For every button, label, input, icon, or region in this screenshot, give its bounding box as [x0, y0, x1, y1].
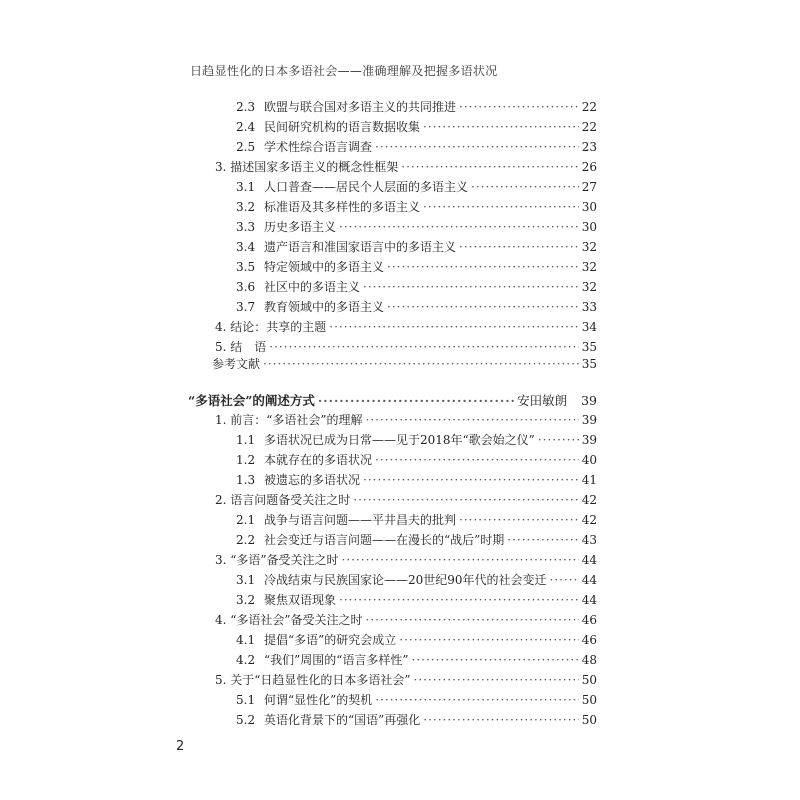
toc-entry-number: 4.1	[236, 633, 256, 647]
dot-leader	[459, 100, 579, 114]
dot-leader	[399, 633, 578, 647]
toc-entry-page: 22	[581, 120, 597, 134]
toc-entry	[236, 138, 597, 155]
toc-entry-number: 2.5	[236, 140, 256, 154]
toc-entry-number: 1.3	[236, 473, 256, 487]
toc-entry	[236, 531, 597, 548]
toc-entry	[236, 631, 597, 648]
dot-leader	[507, 533, 578, 547]
toc-entry	[236, 451, 597, 468]
toc-entry	[236, 298, 597, 315]
toc-entry-title: 社会变迁与语言问题——在漫长的“战后”时期	[264, 533, 505, 547]
dot-leader	[412, 653, 579, 667]
toc-entry-title: 5. 关于“日趋显性化的日本多语社会”	[215, 673, 411, 687]
toc-entry-number: 2.1	[236, 513, 256, 527]
toc-entry-title: 本就存在的多语状况	[264, 453, 373, 467]
toc-entry-page: 44	[581, 593, 597, 607]
dot-leader	[414, 673, 579, 687]
dot-leader	[339, 593, 579, 607]
toc-entry-page: 22	[581, 100, 597, 114]
toc-entry	[212, 355, 597, 372]
toc-entry	[236, 278, 597, 295]
toc-entry-number: 2.4	[236, 120, 256, 134]
toc-entry-title: 标准语及其多样性的多语主义	[264, 200, 421, 214]
toc-entry-title: 欧盟与联合国对多语主义的共同推进	[264, 100, 457, 114]
toc-entry-title: 学术性综合语言调查	[264, 140, 373, 154]
dot-leader	[342, 553, 579, 567]
toc-entry-number: 3.2	[236, 593, 256, 607]
dot-leader	[363, 280, 579, 294]
toc-entry-number: 3.1	[236, 180, 256, 194]
toc-entry-title: 3. 描述国家多语主义的概念性框架	[215, 160, 399, 174]
toc-entry-title: 战争与语言问题——平井昌夫的批判	[264, 513, 457, 527]
toc-entry-page: 33	[581, 300, 597, 314]
toc-entry-number: 3.2	[236, 200, 256, 214]
toc-entry-title: 被遗忘的多语状况	[264, 473, 361, 487]
toc-entry	[236, 178, 597, 195]
toc-entry-number: 3.5	[236, 260, 256, 274]
toc-entry-title: 参考文献	[212, 357, 261, 371]
dot-leader	[318, 393, 514, 408]
toc-entry-title: 聚焦双语现象	[264, 593, 337, 607]
dot-leader	[329, 320, 578, 334]
toc-entry-page: 32	[581, 260, 597, 274]
dot-leader	[538, 433, 579, 447]
toc-entry	[236, 98, 597, 115]
toc-entry-title: 4. “多语社会”备受关注之时	[215, 613, 363, 627]
toc-entry-title: 提倡“多语”的研究会成立	[264, 633, 397, 647]
toc-entry-page: 30	[581, 200, 597, 214]
toc-entry-title: “我们”周围的“语言多样性”	[264, 653, 409, 667]
dot-leader	[375, 140, 579, 154]
toc-entry-number: 2.2	[236, 533, 256, 547]
toc-entry-title: 何谓“显性化”的契机	[264, 693, 373, 707]
toc-entry-number: 1.2	[236, 453, 256, 467]
toc-entry-title: 社区中的多语主义	[264, 280, 361, 294]
toc-entry-number: 3.3	[236, 220, 256, 234]
dot-leader	[269, 340, 578, 354]
toc-entry-number: 1.1	[236, 433, 256, 447]
toc-entry-page: 39	[581, 393, 597, 408]
page-number: 2	[176, 739, 185, 754]
toc-entry-page: 50	[581, 693, 597, 707]
toc-entry	[188, 391, 597, 409]
toc-entry-page: 44	[581, 553, 597, 567]
toc-entry-page: 43	[581, 533, 597, 547]
toc-entry	[236, 238, 597, 255]
toc-entry-page: 40	[581, 453, 597, 467]
dot-leader	[366, 613, 579, 627]
dot-leader	[471, 180, 579, 194]
toc-entry-title: 教育领域中的多语主义	[264, 300, 385, 314]
toc-entry-page: 41	[581, 473, 597, 487]
toc-entry	[236, 218, 597, 235]
toc-entry-title: 4. 结论：共享的主题	[215, 320, 327, 334]
toc-entry-title: 人口普查——居民个人层面的多语主义	[264, 180, 469, 194]
dot-leader	[423, 713, 578, 727]
toc-entry-title: 2. 语言问题备受关注之时	[215, 493, 351, 507]
toc-entry	[215, 338, 597, 355]
toc-entry-page: 27	[581, 180, 597, 194]
toc-entry-page: 50	[581, 713, 597, 727]
toc-entry	[236, 471, 597, 488]
dot-leader	[387, 260, 579, 274]
toc-entry	[215, 551, 597, 568]
toc-entry	[236, 431, 597, 448]
dot-leader	[375, 693, 578, 707]
toc-entry	[215, 671, 597, 688]
toc-entry-page: 26	[581, 160, 597, 174]
toc-entry	[236, 651, 597, 668]
toc-entry	[215, 158, 597, 175]
toc-entry	[215, 411, 597, 428]
toc-entry-title: 多语状况已成为日常——见于2018年“歌会始之仪”	[264, 433, 535, 447]
dot-leader	[423, 120, 579, 134]
toc-entry-page: 23	[581, 140, 597, 154]
toc-entry-page: 42	[581, 513, 597, 527]
toc-entry-title: 3. “多语”备受关注之时	[215, 553, 339, 567]
toc-entry	[236, 258, 597, 275]
toc-entry-number: 5.1	[236, 693, 256, 707]
toc-entry-number: 2.3	[236, 100, 256, 114]
toc-entry-page: 39	[581, 413, 597, 427]
toc-entry-page: 39	[581, 433, 597, 447]
dot-leader	[387, 300, 579, 314]
toc-entry-title: 英语化背景下的“国语”再强化	[264, 713, 421, 727]
toc-entry	[236, 571, 597, 588]
toc-entry-author: 安田敏朗	[517, 393, 568, 408]
toc-entry	[236, 691, 597, 708]
toc-entry-page: 46	[581, 633, 597, 647]
dot-leader	[423, 200, 579, 214]
toc-entry-number: 4.2	[236, 653, 256, 667]
toc-entry-number: 3.4	[236, 240, 256, 254]
toc-entry-number: 3.7	[236, 300, 256, 314]
running-header: 日趋显性化的日本多语社会——准确理解及把握多语状况	[190, 64, 498, 78]
dot-leader	[339, 220, 579, 234]
toc-entry	[236, 711, 597, 728]
dot-leader	[550, 573, 579, 587]
dot-leader	[363, 473, 579, 487]
toc-entry-page: 30	[581, 220, 597, 234]
toc-entry-title: 特定领域中的多语主义	[264, 260, 385, 274]
toc-entry-title: 历史多语主义	[264, 220, 337, 234]
toc-entry-number: 3.6	[236, 280, 256, 294]
toc-entry	[236, 198, 597, 215]
toc-entry-page: 50	[581, 673, 597, 687]
toc-entry	[236, 591, 597, 608]
toc-entry-title: 民间研究机构的语言数据收集	[264, 120, 421, 134]
dot-leader	[375, 453, 579, 467]
dot-leader	[459, 513, 579, 527]
toc-entry-number: 5.2	[236, 713, 256, 727]
toc-entry-title: “多语社会”的阐述方式	[188, 393, 315, 408]
toc-entry-page: 44	[581, 573, 597, 587]
toc-entry	[215, 318, 597, 335]
toc-entry	[215, 611, 597, 628]
toc-entry-title: 遗产语言和准国家语言中的多语主义	[264, 240, 457, 254]
toc-entry	[236, 511, 597, 528]
toc-entry-page: 46	[581, 613, 597, 627]
toc-entry-title: 1. 前言：“多语社会”的理解	[215, 413, 363, 427]
toc-entry-page: 32	[581, 240, 597, 254]
toc-entry-page: 42	[581, 493, 597, 507]
dot-leader	[366, 413, 579, 427]
dot-leader	[401, 160, 578, 174]
toc-entry-page: 32	[581, 280, 597, 294]
toc-entry-page: 35	[581, 340, 597, 354]
toc-entry	[215, 491, 597, 508]
toc-entry-page: 35	[581, 357, 597, 371]
dot-leader	[263, 357, 579, 371]
toc-entry-title: 5. 结 语	[215, 340, 267, 354]
toc-entry	[236, 118, 597, 135]
dot-leader	[353, 493, 578, 507]
toc-entry-title: 冷战结束与民族国家论——20世纪90年代的社会变迁	[264, 573, 547, 587]
dot-leader	[459, 240, 579, 254]
toc-entry-page: 48	[581, 653, 597, 667]
toc-entry-page: 34	[581, 320, 597, 334]
toc-entry-number: 3.1	[236, 573, 256, 587]
